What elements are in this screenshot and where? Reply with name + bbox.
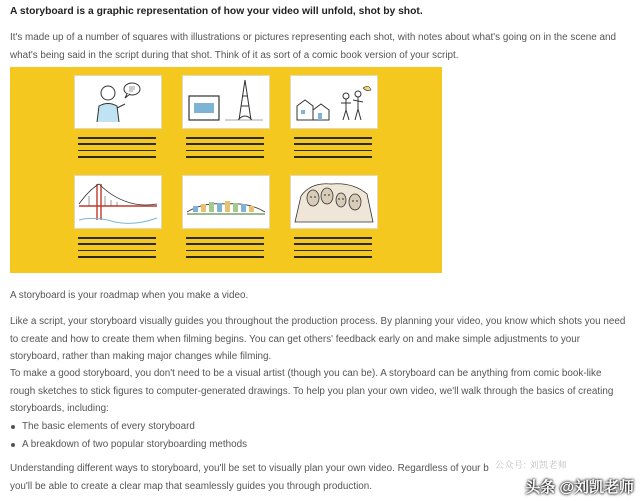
frame-notes-5 — [186, 237, 264, 263]
storyboard-illustration — [10, 67, 442, 273]
intro-paragraph: It's made up of a number of squares with illustrations or pictures representing each shot, with notes about what's going on in the scene and what's being said in the script during that shot. Think of it as sort of a comic book version of your script. — [10, 32, 616, 61]
faint-watermark: 公众号: 刘凯老师 — [495, 460, 568, 470]
storyboard-frame-bridge — [74, 175, 162, 229]
roadmap-paragraph: A storyboard is your roadmap when you make a video. — [10, 290, 249, 301]
frame-notes-3 — [294, 137, 372, 163]
source-watermark: 头条 @刘凯老师 — [525, 479, 634, 496]
frame-notes-6 — [294, 237, 372, 263]
intro-heading: A storyboard is a graphic representation of how your video will unfold, shot by shot. — [10, 6, 423, 17]
conclusion-paragraph: Understanding different ways to storyboard, you'll be set to visually plan your own video. Regardless of your b you'll be able to create a clear map that seamlessly guides you through production. — [10, 463, 489, 492]
list-item: A breakdown of two popular storyboarding methods — [10, 436, 247, 454]
list-item: The basic elements of every storyboard — [10, 418, 247, 436]
storyboard-frame-person — [74, 75, 162, 129]
storyboard-frame-rushmore — [290, 175, 378, 229]
topics-list — [10, 418, 247, 454]
storyboard-frame-houses — [290, 75, 378, 129]
good-storyboard-paragraph: To make a good storyboard, you don't need to be a visual artist (though you can be). A storyboard can be anything from comic book-like rough sketches to stick figures to computer-generated drawings. To help you plan your own video, we'll walk through the basics of creating storyboards, including: — [10, 368, 614, 414]
script-paragraph: Like a script, your storyboard visually guides you throughout the production process. By planning your video, you know which shots you need to create and how to create them when filming begins. You can get others' feedback early on and make simple adjustments to your storyboard, rather than making major changes while filming. — [10, 316, 626, 362]
frame-notes-2 — [186, 137, 264, 163]
storyboard-frame-town — [182, 175, 270, 229]
storyboard-frame-eiffel — [182, 75, 270, 129]
frame-notes-1 — [78, 137, 156, 163]
frame-notes-4 — [78, 237, 156, 263]
